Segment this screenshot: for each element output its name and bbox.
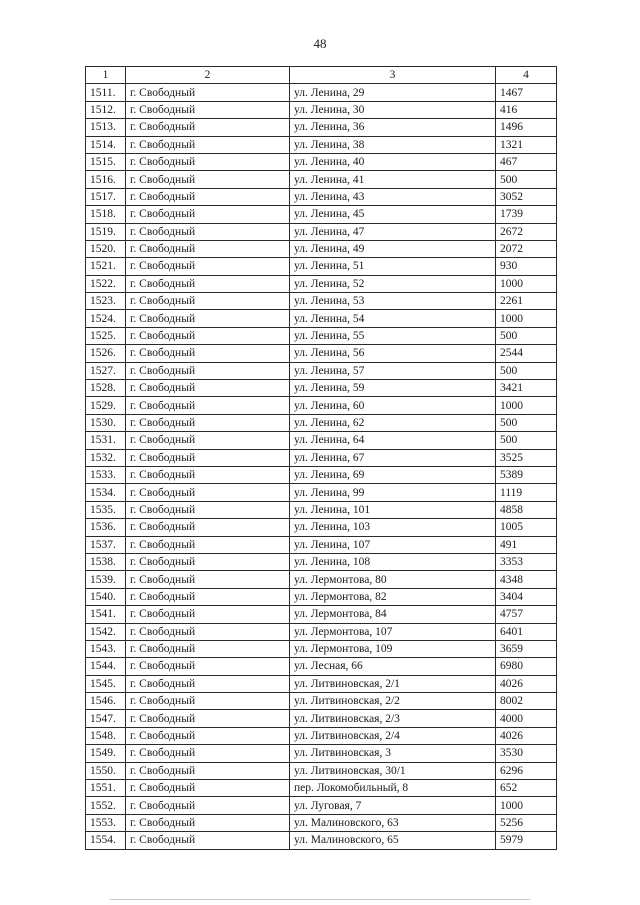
column-header-2: 2 — [126, 67, 290, 84]
address-table — [85, 66, 557, 850]
cell-value: 4026 — [496, 675, 557, 692]
cell-street-address: ул. Ленина, 45 — [290, 206, 496, 223]
table-row — [86, 414, 557, 431]
column-header-4: 4 — [496, 67, 557, 84]
cell-value: 3421 — [496, 380, 557, 397]
cell-street-address: ул. Ленина, 64 — [290, 432, 496, 449]
cell-city: г. Свободный — [126, 780, 290, 797]
table-row — [86, 258, 557, 275]
table-row — [86, 449, 557, 466]
table-row — [86, 432, 557, 449]
cell-street-address: ул. Литвиновская, 2/2 — [290, 693, 496, 710]
cell-row-number: 1523. — [86, 293, 126, 310]
table-row — [86, 293, 557, 310]
cell-city: г. Свободный — [126, 710, 290, 727]
cell-row-number: 1527. — [86, 362, 126, 379]
cell-city: г. Свободный — [126, 310, 290, 327]
cell-city: г. Свободный — [126, 553, 290, 570]
cell-row-number: 1522. — [86, 275, 126, 292]
table-row — [86, 240, 557, 257]
cell-city: г. Свободный — [126, 84, 290, 101]
cell-value: 2072 — [496, 240, 557, 257]
cell-row-number: 1549. — [86, 745, 126, 762]
cell-city: г. Свободный — [126, 414, 290, 431]
table-row — [86, 675, 557, 692]
cell-value: 4026 — [496, 727, 557, 744]
cell-value: 1496 — [496, 119, 557, 136]
cell-row-number: 1530. — [86, 414, 126, 431]
cell-street-address: ул. Ленина, 62 — [290, 414, 496, 431]
cell-value: 3353 — [496, 553, 557, 570]
cell-row-number: 1547. — [86, 710, 126, 727]
cell-city: г. Свободный — [126, 397, 290, 414]
table-row — [86, 780, 557, 797]
cell-row-number: 1546. — [86, 693, 126, 710]
cell-street-address: ул. Ленина, 43 — [290, 188, 496, 205]
cell-city: г. Свободный — [126, 240, 290, 257]
cell-row-number: 1548. — [86, 727, 126, 744]
cell-city: г. Свободный — [126, 623, 290, 640]
table-row — [86, 797, 557, 814]
table-row — [86, 571, 557, 588]
cell-row-number: 1525. — [86, 327, 126, 344]
cell-row-number: 1551. — [86, 780, 126, 797]
cell-street-address: ул. Ленина, 47 — [290, 223, 496, 240]
cell-value: 2261 — [496, 293, 557, 310]
cell-street-address: ул. Ленина, 49 — [290, 240, 496, 257]
cell-row-number: 1521. — [86, 258, 126, 275]
cell-value: 1000 — [496, 310, 557, 327]
table-row — [86, 640, 557, 657]
cell-city: г. Свободный — [126, 745, 290, 762]
cell-street-address: ул. Ленина, 57 — [290, 362, 496, 379]
table-row — [86, 345, 557, 362]
cell-value: 5979 — [496, 832, 557, 849]
cell-city: г. Свободный — [126, 762, 290, 779]
cell-value: 1321 — [496, 136, 557, 153]
cell-street-address: ул. Ленина, 51 — [290, 258, 496, 275]
cell-city: г. Свободный — [126, 101, 290, 118]
cell-row-number: 1538. — [86, 553, 126, 570]
cell-city: г. Свободный — [126, 727, 290, 744]
cell-row-number: 1542. — [86, 623, 126, 640]
cell-row-number: 1531. — [86, 432, 126, 449]
cell-street-address: ул. Литвиновская, 30/1 — [290, 762, 496, 779]
cell-city: г. Свободный — [126, 136, 290, 153]
table-row — [86, 623, 557, 640]
cell-city: г. Свободный — [126, 362, 290, 379]
table-row — [86, 814, 557, 831]
table-row — [86, 397, 557, 414]
table-row — [86, 327, 557, 344]
table-row — [86, 275, 557, 292]
cell-value: 1119 — [496, 484, 557, 501]
cell-row-number: 1545. — [86, 675, 126, 692]
table-row — [86, 519, 557, 536]
cell-value: 500 — [496, 362, 557, 379]
cell-value: 491 — [496, 536, 557, 553]
cell-city: г. Свободный — [126, 588, 290, 605]
table-row — [86, 136, 557, 153]
cell-city: г. Свободный — [126, 119, 290, 136]
table-row — [86, 745, 557, 762]
cell-value: 1000 — [496, 275, 557, 292]
table-row — [86, 466, 557, 483]
cell-street-address: ул. Ленина, 54 — [290, 310, 496, 327]
page-bottom-rule — [110, 899, 530, 900]
cell-value: 500 — [496, 327, 557, 344]
cell-city: г. Свободный — [126, 380, 290, 397]
cell-city: г. Свободный — [126, 832, 290, 849]
cell-street-address: ул. Ленина, 103 — [290, 519, 496, 536]
cell-city: г. Свободный — [126, 206, 290, 223]
cell-row-number: 1554. — [86, 832, 126, 849]
cell-row-number: 1529. — [86, 397, 126, 414]
cell-value: 2544 — [496, 345, 557, 362]
cell-street-address: ул. Малиновского, 63 — [290, 814, 496, 831]
cell-street-address: ул. Ленина, 69 — [290, 466, 496, 483]
table-row — [86, 101, 557, 118]
cell-street-address: ул. Литвиновская, 2/4 — [290, 727, 496, 744]
table-row — [86, 484, 557, 501]
table-row — [86, 362, 557, 379]
cell-row-number: 1511. — [86, 84, 126, 101]
cell-city: г. Свободный — [126, 171, 290, 188]
cell-value: 5389 — [496, 466, 557, 483]
cell-value: 6401 — [496, 623, 557, 640]
cell-street-address: ул. Лермонтова, 82 — [290, 588, 496, 605]
cell-street-address: ул. Малиновского, 65 — [290, 832, 496, 849]
cell-value: 500 — [496, 432, 557, 449]
cell-row-number: 1519. — [86, 223, 126, 240]
table-header-row — [86, 67, 557, 84]
cell-street-address: ул. Лермонтова, 80 — [290, 571, 496, 588]
table-row — [86, 658, 557, 675]
table-row — [86, 588, 557, 605]
page-number: 48 — [313, 36, 327, 51]
cell-street-address: ул. Ленина, 56 — [290, 345, 496, 362]
cell-street-address: ул. Ленина, 29 — [290, 84, 496, 101]
cell-city: г. Свободный — [126, 658, 290, 675]
cell-city: г. Свободный — [126, 640, 290, 657]
table-row — [86, 310, 557, 327]
cell-city: г. Свободный — [126, 501, 290, 518]
cell-row-number: 1516. — [86, 171, 126, 188]
cell-street-address: ул. Ленина, 52 — [290, 275, 496, 292]
cell-street-address: ул. Лермонтова, 107 — [290, 623, 496, 640]
cell-street-address: ул. Ленина, 41 — [290, 171, 496, 188]
cell-city: г. Свободный — [126, 223, 290, 240]
cell-row-number: 1520. — [86, 240, 126, 257]
cell-street-address: ул. Луговая, 7 — [290, 797, 496, 814]
cell-value: 4757 — [496, 606, 557, 623]
cell-city: г. Свободный — [126, 188, 290, 205]
table-row — [86, 832, 557, 849]
cell-value: 5256 — [496, 814, 557, 831]
table-row — [86, 710, 557, 727]
cell-value: 8002 — [496, 693, 557, 710]
cell-value: 3525 — [496, 449, 557, 466]
cell-city: г. Свободный — [126, 345, 290, 362]
cell-value: 1000 — [496, 797, 557, 814]
cell-row-number: 1539. — [86, 571, 126, 588]
cell-city: г. Свободный — [126, 571, 290, 588]
cell-city: г. Свободный — [126, 519, 290, 536]
cell-city: г. Свободный — [126, 797, 290, 814]
cell-value: 652 — [496, 780, 557, 797]
cell-street-address: ул. Ленина, 55 — [290, 327, 496, 344]
cell-value: 6296 — [496, 762, 557, 779]
cell-street-address: ул. Ленина, 67 — [290, 449, 496, 466]
cell-row-number: 1517. — [86, 188, 126, 205]
cell-value: 467 — [496, 153, 557, 170]
cell-street-address: ул. Ленина, 38 — [290, 136, 496, 153]
cell-street-address: ул. Лермонтова, 84 — [290, 606, 496, 623]
cell-row-number: 1552. — [86, 797, 126, 814]
cell-city: г. Свободный — [126, 466, 290, 483]
cell-row-number: 1536. — [86, 519, 126, 536]
cell-row-number: 1514. — [86, 136, 126, 153]
cell-row-number: 1537. — [86, 536, 126, 553]
table-row — [86, 553, 557, 570]
cell-city: г. Свободный — [126, 258, 290, 275]
cell-street-address: ул. Ленина, 108 — [290, 553, 496, 570]
cell-value: 3659 — [496, 640, 557, 657]
cell-value: 416 — [496, 101, 557, 118]
column-header-1: 1 — [86, 67, 126, 84]
cell-city: г. Свободный — [126, 293, 290, 310]
cell-street-address: пер. Локомобильный, 8 — [290, 780, 496, 797]
table-row — [86, 727, 557, 744]
cell-city: г. Свободный — [126, 153, 290, 170]
cell-street-address: ул. Ленина, 53 — [290, 293, 496, 310]
cell-street-address: ул. Литвиновская, 2/3 — [290, 710, 496, 727]
cell-value: 4000 — [496, 710, 557, 727]
cell-row-number: 1535. — [86, 501, 126, 518]
table-row — [86, 206, 557, 223]
cell-row-number: 1534. — [86, 484, 126, 501]
cell-city: г. Свободный — [126, 484, 290, 501]
cell-street-address: ул. Ленина, 107 — [290, 536, 496, 553]
cell-value: 500 — [496, 414, 557, 431]
cell-row-number: 1540. — [86, 588, 126, 605]
cell-value: 500 — [496, 171, 557, 188]
cell-value: 3052 — [496, 188, 557, 205]
table-row — [86, 693, 557, 710]
cell-value: 3404 — [496, 588, 557, 605]
cell-street-address: ул. Ленина, 59 — [290, 380, 496, 397]
cell-row-number: 1544. — [86, 658, 126, 675]
cell-city: г. Свободный — [126, 693, 290, 710]
cell-value: 4348 — [496, 571, 557, 588]
cell-row-number: 1553. — [86, 814, 126, 831]
cell-row-number: 1518. — [86, 206, 126, 223]
table-row — [86, 119, 557, 136]
cell-row-number: 1543. — [86, 640, 126, 657]
cell-street-address: ул. Литвиновская, 2/1 — [290, 675, 496, 692]
cell-row-number: 1526. — [86, 345, 126, 362]
cell-row-number: 1512. — [86, 101, 126, 118]
cell-value: 1467 — [496, 84, 557, 101]
cell-city: г. Свободный — [126, 536, 290, 553]
cell-city: г. Свободный — [126, 606, 290, 623]
cell-row-number: 1528. — [86, 380, 126, 397]
cell-value: 4858 — [496, 501, 557, 518]
table-row — [86, 501, 557, 518]
cell-street-address: ул. Ленина, 36 — [290, 119, 496, 136]
table-row — [86, 762, 557, 779]
table-row — [86, 606, 557, 623]
table-body — [86, 84, 557, 849]
cell-street-address: ул. Ленина, 30 — [290, 101, 496, 118]
table-row — [86, 84, 557, 101]
cell-row-number: 1541. — [86, 606, 126, 623]
cell-city: г. Свободный — [126, 275, 290, 292]
cell-row-number: 1550. — [86, 762, 126, 779]
cell-city: г. Свободный — [126, 432, 290, 449]
cell-city: г. Свободный — [126, 675, 290, 692]
cell-row-number: 1524. — [86, 310, 126, 327]
cell-city: г. Свободный — [126, 449, 290, 466]
table-row — [86, 536, 557, 553]
cell-row-number: 1532. — [86, 449, 126, 466]
table-row — [86, 380, 557, 397]
cell-city: г. Свободный — [126, 327, 290, 344]
cell-street-address: ул. Лермонтова, 109 — [290, 640, 496, 657]
table-row — [86, 223, 557, 240]
cell-street-address: ул. Ленина, 40 — [290, 153, 496, 170]
cell-value: 3530 — [496, 745, 557, 762]
cell-street-address: ул. Лесная, 66 — [290, 658, 496, 675]
cell-value: 1000 — [496, 397, 557, 414]
table-row — [86, 171, 557, 188]
cell-row-number: 1533. — [86, 466, 126, 483]
cell-street-address: ул. Ленина, 60 — [290, 397, 496, 414]
cell-city: г. Свободный — [126, 814, 290, 831]
cell-row-number: 1513. — [86, 119, 126, 136]
cell-value: 930 — [496, 258, 557, 275]
table-row — [86, 188, 557, 205]
cell-row-number: 1515. — [86, 153, 126, 170]
cell-street-address: ул. Литвиновская, 3 — [290, 745, 496, 762]
column-header-3: 3 — [290, 67, 496, 84]
cell-value: 1739 — [496, 206, 557, 223]
cell-value: 6980 — [496, 658, 557, 675]
cell-value: 1005 — [496, 519, 557, 536]
cell-value: 2672 — [496, 223, 557, 240]
cell-street-address: ул. Ленина, 101 — [290, 501, 496, 518]
cell-street-address: ул. Ленина, 99 — [290, 484, 496, 501]
table-row — [86, 153, 557, 170]
